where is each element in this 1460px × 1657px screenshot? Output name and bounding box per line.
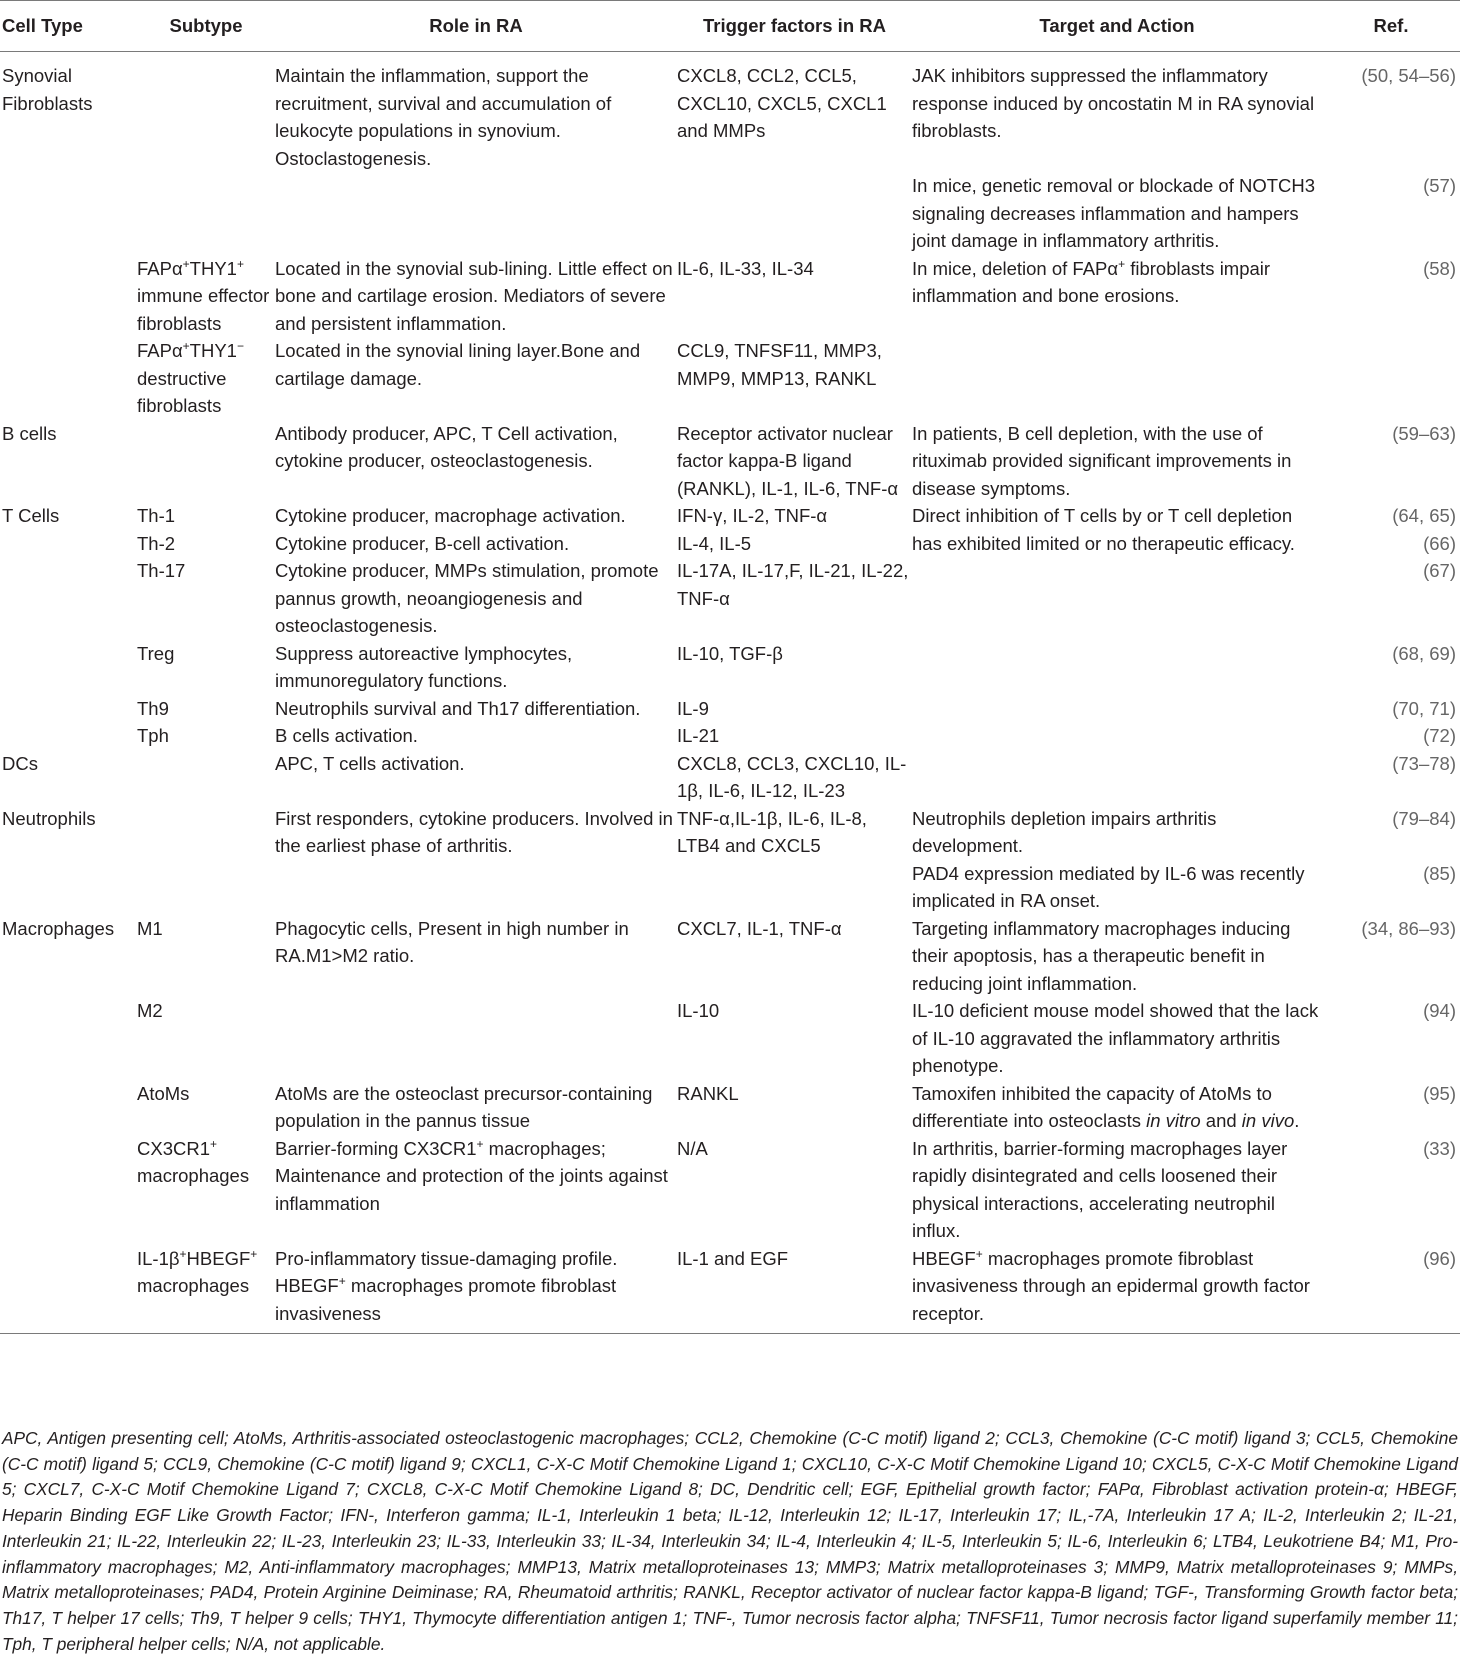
subtype bbox=[137, 52, 275, 173]
trigger: CXCL8, CCL3, CXCL10, IL-1β, IL-6, IL-12, IL-23 bbox=[677, 752, 907, 801]
target-action: In mice, deletion of FAPα+ fibroblasts impair inflammation and bone erosions. bbox=[912, 256, 1271, 306]
cell-type bbox=[0, 172, 137, 255]
table-row bbox=[0, 420, 1460, 503]
table-footnote: APC, Antigen presenting cell; AtoMs, Arthritis-associated osteoclastogenic macrophages; CCL2, Chemokine (C-C motif) ligand 2; CCL3, Chemokine (C-C motif) ligand 3; CCL5, Chemokine (C-C motif) ligand 5; CCL9, Chemokine (C-C motif) ligand 9; CXCL1, C-X-C Motif Chemokine Ligand 1; CXCL10, C-X-C Motif Chemokine Ligand 10; CXCL5, C-X-C Motif Chemokine Ligand 5; CXCL7, C-X-C Motif Chemokine Ligand 7; CXCL8, C-X-C Motif Chemokine Ligand 8; DC, Dendritic cell; EGF, Epithelial growth factor; FAPα, Fibroblast activation protein-α; HBEGF, Heparin Binding EGF Like Growth Factor; IFN-, Interferon gamma; IL-1, Interleukin 1 beta; IL-12, Interleukin 12; IL-17, Interleukin 17; IL,-7A, Interleukin 17 A; IL-2, Interleukin 2; IL-21, Interleukin 21; IL-22, Interleukin 22; IL-23, Interleukin 23; IL-33, Interleukin 33; IL-34, Interleukin 34; IL-4, Interleukin 4; IL-5, Interleukin 5; IL-6, Interleukin 6; LTB4, Leukotriene B4; M1, Pro-inflammatory macrophages; M2, Anti-inflammatory macrophages; MMP13, Matrix metalloproteinases 13; MMP3; Matrix metalloproteinases 3; MMP9, Matrix metalloproteinases 9; MMPs, Matrix metalloproteinases; PAD4, Protein Arginine Deiminase; RA, Rheumatoid arthritis; RANKL, Receptor activator of nuclear factor kappa-B ligand; TGF-, Transforming Growth factor beta; Th17, T helper 17 cells; Th9, T helper 9 cells; THY1, Thymocyte differentiation antigen 1; TNF-, Tumor necrosis factor alpha; TNFSF11, Tumor necrosis factor ligand superfamily member 11; Tph, T peripheral helper cells; N/A, not applicable. bbox=[2, 1428, 1458, 1654]
trigger: IL-1 and EGF bbox=[677, 1247, 789, 1269]
subtype bbox=[137, 420, 275, 503]
table-row bbox=[0, 860, 1460, 915]
cell-type: Neutrophils bbox=[2, 807, 96, 829]
trigger bbox=[677, 860, 912, 915]
reference: (66) bbox=[1423, 532, 1456, 554]
trigger: CXCL7, IL-1, TNF-α bbox=[677, 917, 842, 939]
cell-type bbox=[0, 1135, 137, 1245]
reference: (64, 65) bbox=[1392, 505, 1456, 526]
subtype bbox=[137, 172, 275, 255]
header-cell-type: Cell Type bbox=[2, 15, 83, 37]
role: AtoMs are the osteoclast precursor-containing population in the pannus tissue bbox=[275, 1082, 653, 1131]
subtype: M2 bbox=[137, 1000, 163, 1021]
cell-type: Macrophages bbox=[2, 917, 115, 939]
subtype: M1 bbox=[137, 917, 163, 939]
reference: (68, 69) bbox=[1392, 642, 1456, 664]
reference: (72) bbox=[1423, 725, 1456, 746]
trigger: IL-6, IL-33, IL-34 bbox=[677, 257, 814, 279]
target-action: PAD4 expression mediated by IL-6 was recently implicated in RA onset. bbox=[912, 862, 1305, 911]
subtype bbox=[137, 750, 275, 805]
target-action: Neutrophils depletion impairs arthritis development. bbox=[912, 807, 1217, 856]
reference bbox=[1322, 337, 1460, 420]
reference: (34, 86–93) bbox=[1361, 917, 1456, 939]
subtype: Th-2 bbox=[137, 532, 176, 554]
table-row bbox=[0, 695, 1460, 723]
reference: (73–78) bbox=[1392, 752, 1456, 774]
target-action: HBEGF+ macrophages promote fibroblast invasiveness through an epidermal growth factor receptor. bbox=[912, 1246, 1310, 1324]
role: Neutrophils survival and Th17 differentiation. bbox=[275, 697, 641, 719]
header-target: Target and Action bbox=[1039, 15, 1195, 37]
trigger: IL-21 bbox=[677, 725, 720, 746]
trigger: RANKL bbox=[677, 1082, 739, 1104]
cell-type: B cells bbox=[2, 422, 57, 444]
target-action: JAK inhibitors suppressed the inflammatory response induced by oncostatin M in RA synovial fibroblasts. bbox=[912, 65, 1315, 141]
reference: (96) bbox=[1423, 1247, 1456, 1269]
subtype: CX3CR1+ macrophages bbox=[137, 1136, 250, 1186]
role: First responders, cytokine producers. Involved in the earliest phase of arthritis. bbox=[275, 807, 673, 856]
role: Located in the synovial sub-lining. Little effect on bone and cartilage erosion. Mediators of severe and persistent inflammation. bbox=[275, 257, 673, 334]
role: Pro-inflammatory tissue-damaging profile. HBEGF+ macrophages promote fibroblast invasiveness bbox=[275, 1247, 618, 1324]
cell-type: DCs bbox=[2, 752, 38, 774]
table-row bbox=[0, 915, 1460, 998]
cell-type bbox=[0, 530, 137, 558]
cell-type: Synovial Fibroblasts bbox=[2, 65, 93, 114]
trigger: TNF-α,IL-1β, IL-6, IL-8, LTB4 and CXCL5 bbox=[677, 807, 867, 856]
role: Cytokine producer, macrophage activation. bbox=[275, 505, 626, 526]
cell-type: T Cells bbox=[2, 505, 60, 526]
target-action bbox=[912, 640, 1322, 695]
trigger bbox=[677, 172, 912, 255]
trigger: IL-4, IL-5 bbox=[677, 532, 752, 554]
subtype: FAPα+THY1+ immune effector fibroblasts bbox=[137, 256, 270, 334]
cell-type bbox=[0, 860, 137, 915]
role: Located in the synovial lining layer.Bone and cartilage damage. bbox=[275, 340, 641, 389]
cell-type bbox=[0, 997, 137, 1080]
role: B cells activation. bbox=[275, 725, 418, 746]
subtype: Treg bbox=[137, 642, 175, 664]
header-role: Role in RA bbox=[429, 15, 523, 37]
header-subtype: Subtype bbox=[169, 15, 243, 37]
reference: (94) bbox=[1423, 1000, 1456, 1021]
trigger: IL-10 bbox=[677, 1000, 720, 1021]
cell-type bbox=[0, 640, 137, 695]
reference: (79–84) bbox=[1392, 807, 1456, 829]
reference: (33) bbox=[1423, 1137, 1456, 1159]
header-ref: Ref. bbox=[1373, 15, 1409, 37]
target-action: In mice, genetic removal or blockade of NOTCH3 signaling decreases inflammation and hampers joint damage in inflammatory arthritis. bbox=[912, 175, 1316, 251]
trigger: IL-9 bbox=[677, 697, 709, 719]
subtype: Th-1 bbox=[137, 505, 176, 526]
subtype: IL-1β+HBEGF+ macrophages bbox=[137, 1246, 258, 1296]
reference: (67) bbox=[1423, 560, 1456, 581]
table-row bbox=[0, 750, 1460, 805]
subtype bbox=[137, 860, 275, 915]
target-action: In patients, B cell depletion, with the use of rituximab provided significant improvements in disease symptoms. bbox=[912, 422, 1292, 499]
target-action: In arthritis, barrier-forming macrophages layer rapidly disintegrated and cells loosened their physical interactions, accelerating neutrophil influx. bbox=[912, 1137, 1288, 1241]
role: Cytokine producer, B-cell activation. bbox=[275, 532, 570, 554]
role bbox=[275, 860, 677, 915]
target-action bbox=[912, 337, 1322, 420]
subtype: Tph bbox=[137, 725, 169, 746]
trigger: IL-10, TGF-β bbox=[677, 642, 783, 664]
cell-type bbox=[0, 337, 137, 420]
reference: (50, 54–56) bbox=[1361, 65, 1456, 86]
trigger: CCL9, TNFSF11, MMP3, MMP9, MMP13, RANKL bbox=[677, 340, 882, 389]
role: Maintain the inflammation, support the recruitment, survival and accumulation of leukocyte populations in synovium. Ostoclastogenesis. bbox=[275, 65, 612, 169]
trigger: IFN-γ, IL-2, TNF-α bbox=[677, 505, 828, 526]
table-row bbox=[0, 172, 1460, 255]
cell-type bbox=[0, 557, 137, 640]
role bbox=[275, 997, 677, 1080]
table-row bbox=[0, 640, 1460, 695]
table-row bbox=[0, 255, 1460, 338]
target-action: Targeting inflammatory macrophages inducing their apoptosis, has a therapeutic benefit in reducing joint inflammation. bbox=[912, 917, 1291, 994]
table-row bbox=[0, 1245, 1460, 1334]
cell-type bbox=[0, 695, 137, 723]
role: Antibody producer, APC, T Cell activation, cytokine producer, osteoclastogenesis. bbox=[275, 422, 618, 471]
header-trigger: Trigger factors in RA bbox=[703, 15, 886, 37]
subtype bbox=[137, 805, 275, 860]
target-action bbox=[912, 750, 1322, 805]
cell-type bbox=[0, 1245, 137, 1334]
role: Barrier-forming CX3CR1+ macrophages; Maintenance and protection of the joints against inflammation bbox=[275, 1136, 668, 1214]
target-action bbox=[912, 722, 1322, 750]
table-row bbox=[0, 1135, 1460, 1245]
reference: (57) bbox=[1423, 175, 1456, 196]
trigger: Receptor activator nuclear factor kappa-B ligand (RANKL), IL-1, IL-6, TNF-α bbox=[677, 422, 899, 499]
target-action: Tamoxifen inhibited the capacity of AtoMs to differentiate into osteoclasts in vitro and in vivo. bbox=[912, 1082, 1300, 1131]
table-row bbox=[0, 997, 1460, 1080]
trigger: IL-17A, IL-17,F, IL-21, IL-22, TNF-α bbox=[677, 560, 909, 609]
table-row bbox=[0, 722, 1460, 750]
reference: (58) bbox=[1423, 257, 1456, 279]
table-row bbox=[0, 1080, 1460, 1135]
target-action: IL-10 deficient mouse model showed that the lack of IL-10 aggravated the inflammatory arthritis phenotype. bbox=[912, 1000, 1319, 1076]
reference: (85) bbox=[1423, 862, 1456, 884]
table-row bbox=[0, 502, 1460, 530]
role: APC, T cells activation. bbox=[275, 752, 465, 774]
subtype: Th9 bbox=[137, 697, 169, 719]
target-action: Direct inhibition of T cells by or T cell depletion has exhibited limited or no therapeutic efficacy. bbox=[912, 505, 1295, 554]
table-row bbox=[0, 805, 1460, 860]
role: Suppress autoreactive lymphocytes, immunoregulatory functions. bbox=[275, 642, 573, 691]
cell-type bbox=[0, 722, 137, 750]
reference: (95) bbox=[1423, 1082, 1456, 1104]
role: Phagocytic cells, Present in high number in RA.M1>M2 ratio. bbox=[275, 917, 629, 966]
subtype: Th-17 bbox=[137, 560, 186, 581]
role: Cytokine producer, MMPs stimulation, promote pannus growth, neoangiogenesis and osteoclastogenesis. bbox=[275, 560, 659, 636]
subtype: AtoMs bbox=[137, 1082, 190, 1104]
table-row bbox=[0, 337, 1460, 420]
table-row bbox=[0, 52, 1460, 173]
trigger: CXCL8, CCL2, CCL5, CXCL10, CXCL5, CXCL1 and MMPs bbox=[677, 65, 887, 141]
subtype: FAPα+THY1− destructive fibroblasts bbox=[137, 338, 244, 416]
role bbox=[275, 172, 677, 255]
trigger: N/A bbox=[677, 1137, 708, 1159]
target-action bbox=[912, 695, 1322, 723]
reference: (70, 71) bbox=[1392, 697, 1456, 719]
cell-type bbox=[0, 1080, 137, 1135]
header-row bbox=[0, 1, 1460, 52]
reference: (59–63) bbox=[1392, 422, 1456, 444]
cell-type bbox=[0, 255, 137, 338]
